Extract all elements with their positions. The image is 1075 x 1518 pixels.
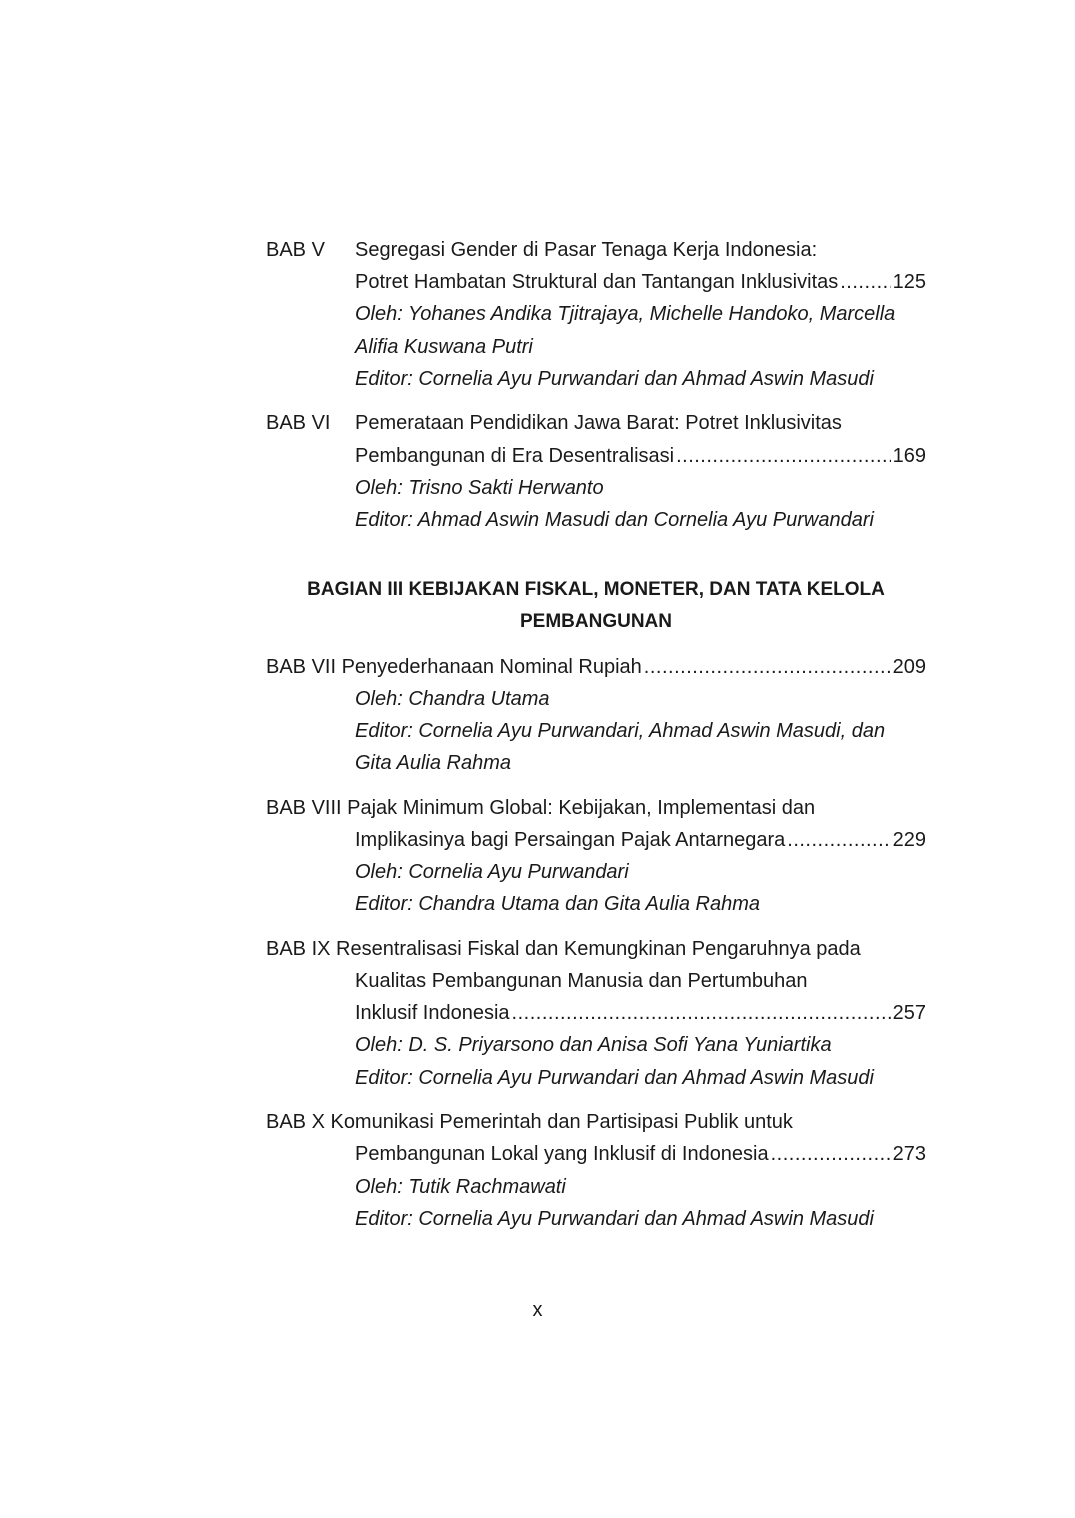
- dot-leader: [644, 651, 891, 683]
- dot-leader: [787, 824, 890, 856]
- chapter-title: Kualitas Pembangunan Manusia dan Pertumbuhan: [355, 970, 808, 992]
- chapter-title: Pembangunan Lokal yang Inklusif di Indonesia: [355, 1143, 769, 1165]
- dot-leader: [676, 440, 891, 472]
- page-reference: 169: [892, 445, 926, 467]
- chapter-authors: Oleh: Cornelia Ayu Purwandari: [355, 861, 629, 883]
- chapter-title-with-page[interactable]: [266, 651, 926, 683]
- chapter-authors: Oleh: Chandra Utama: [355, 688, 550, 710]
- chapter-title: Inklusif Indonesia: [355, 1002, 510, 1024]
- chapter-title-with-page[interactable]: [355, 1138, 926, 1170]
- chapter-title-with-page[interactable]: [355, 824, 926, 856]
- page-reference: 229: [892, 829, 926, 851]
- chapter-title-with-page[interactable]: [355, 440, 926, 472]
- chapter-authors: Oleh: D. S. Priyarsono dan Anisa Sofi Yana Yuniartika: [355, 1034, 832, 1056]
- chapter-editors: Editor: Cornelia Ayu Purwandari dan Ahmad Aswin Masudi: [355, 1067, 874, 1089]
- chapter-title: BAB X Komunikasi Pemerintah dan Partisipasi Publik untuk: [266, 1111, 793, 1133]
- chapter-title: BAB VII Penyederhanaan Nominal Rupiah: [266, 656, 642, 678]
- chapter-authors: Oleh: Tutik Rachmawati: [355, 1176, 566, 1198]
- page-reference: 273: [892, 1143, 926, 1165]
- chapter-editors: Gita Aulia Rahma: [355, 752, 511, 774]
- chapter-title: Pemerataan Pendidikan Jawa Barat: Potret Inklusivitas: [355, 412, 842, 434]
- chapter-editors: Editor: Cornelia Ayu Purwandari, Ahmad Aswin Masudi, dan: [355, 720, 886, 742]
- chapter-editors: Editor: Cornelia Ayu Purwandari dan Ahmad Aswin Masudi: [355, 1208, 874, 1230]
- chapter-authors: Oleh: Trisno Sakti Herwanto: [355, 477, 604, 499]
- chapter-authors: Alifia Kuswana Putri: [355, 336, 533, 358]
- page-reference: 257: [892, 1002, 926, 1024]
- chapter-label: BAB V: [266, 239, 325, 261]
- chapter-authors: Oleh: Yohanes Andika Tjitrajaya, Michelle Handoko, Marcella: [355, 303, 896, 325]
- page-number: x: [532, 1299, 543, 1321]
- chapter-title-with-page[interactable]: [355, 266, 926, 298]
- chapter-editors: Editor: Ahmad Aswin Masudi dan Cornelia Ayu Purwandari: [355, 509, 874, 531]
- page-reference: 209: [892, 656, 926, 678]
- chapter-title-with-page[interactable]: [355, 997, 926, 1029]
- chapter-title: BAB IX Resentralisasi Fiskal dan Kemungkinan Pengaruhnya pada: [266, 938, 861, 960]
- section-heading: PEMBANGUNAN: [520, 611, 672, 632]
- dot-leader: [512, 997, 891, 1029]
- chapter-title: Potret Hambatan Struktural dan Tantangan Inklusivitas: [355, 271, 839, 293]
- section-heading: BAGIAN III KEBIJAKAN FISKAL, MONETER, DAN TATA KELOLA: [307, 579, 885, 600]
- dot-leader: [771, 1138, 891, 1170]
- dot-leader: [840, 266, 890, 298]
- chapter-label: BAB VI: [266, 412, 331, 434]
- page-reference: 125: [892, 271, 926, 293]
- chapter-editors: Editor: Chandra Utama dan Gita Aulia Rahma: [355, 893, 761, 915]
- chapter-title: Pembangunan di Era Desentralisasi: [355, 445, 675, 467]
- chapter-title: BAB VIII Pajak Minimum Global: Kebijakan, Implementasi dan: [266, 797, 816, 819]
- chapter-title: Implikasinya bagi Persaingan Pajak Antarnegara: [355, 829, 786, 851]
- chapter-editors: Editor: Cornelia Ayu Purwandari dan Ahmad Aswin Masudi: [355, 368, 874, 390]
- chapter-title: Segregasi Gender di Pasar Tenaga Kerja Indonesia:: [355, 239, 818, 261]
